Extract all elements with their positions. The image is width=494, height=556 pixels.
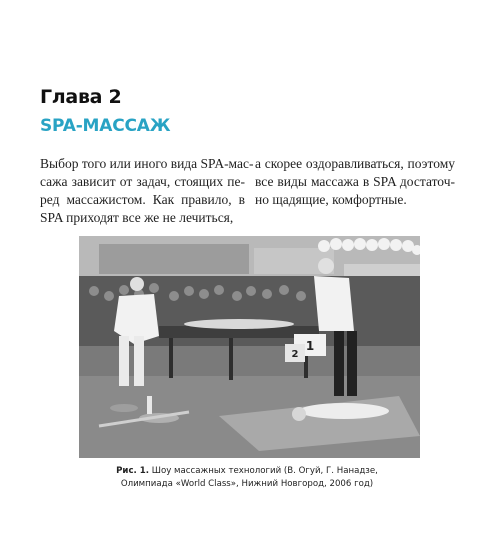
caption-line-1: Шоу массажных технологий (В. Огуй, Г. Нанадзе, (151, 466, 378, 476)
body-line: ред массажистом. Как правило, в (40, 192, 245, 207)
body-line: Выбор того или иного вида SPA-мас- (40, 156, 254, 171)
figure-photo (79, 236, 420, 458)
body-line: SPA приходят все же не лечиться, (40, 210, 234, 225)
chapter-label: Глава 2 (40, 86, 122, 108)
body-column-right (255, 155, 455, 209)
body-line: но щадящие, комфортные. (255, 192, 407, 207)
caption-line-2: Олимпиада «World Class», Нижний Новгород, 2006 год) (120, 479, 374, 489)
podium-sign: 2 (291, 349, 299, 360)
figure-caption (60, 465, 434, 491)
figure-number: Рис. 1. (116, 466, 150, 476)
body-column-left (40, 155, 254, 227)
body-line: все виды массажа в SPA достаточ- (255, 174, 455, 189)
podium-sign: 1 (305, 339, 315, 353)
body-line: сажа зависит от задач, стоящих пе- (40, 174, 245, 189)
body-line: а скорее оздоравливаться, поэтому (255, 156, 455, 171)
chapter-title: SPA-МАССАЖ (40, 116, 171, 136)
